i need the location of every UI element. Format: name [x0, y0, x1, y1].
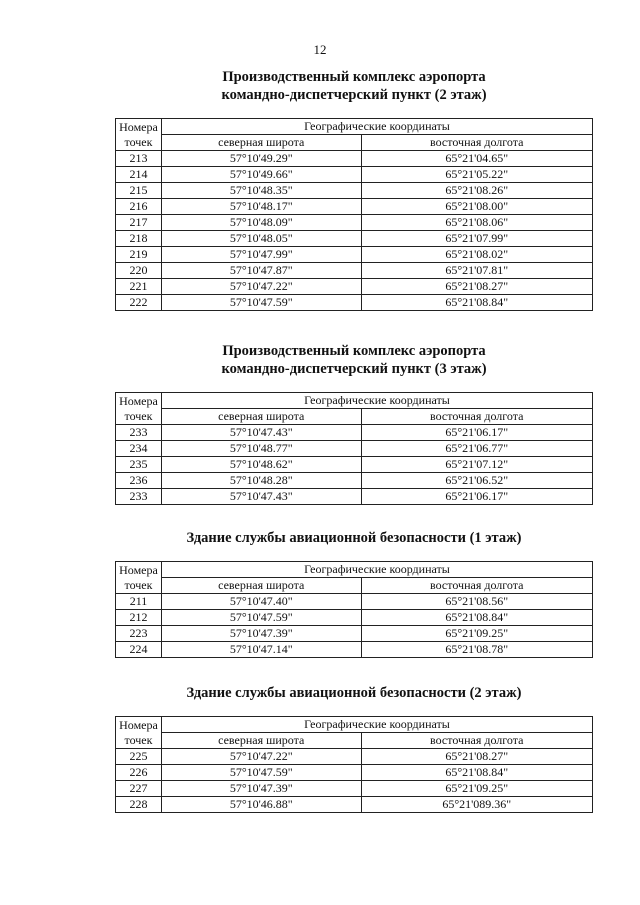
section-title: Здание службы авиационной безопасности (1 этаж): [186, 530, 522, 546]
lon-header: восточная долгота: [361, 733, 592, 749]
coordinates-table: [115, 716, 593, 813]
section-subtitle: командно-диспетчерский пункт (2 этаж): [221, 87, 487, 103]
table-row: [116, 749, 593, 765]
point-number-cell: 234: [116, 441, 162, 457]
section-security-floor-1: [115, 529, 593, 658]
longitude-cell: 65°21'04.65": [361, 151, 592, 167]
latitude-cell: 57°10'47.87": [161, 263, 361, 279]
table-row: [116, 425, 593, 441]
point-number-cell: 219: [116, 247, 162, 263]
lon-header: восточная долгота: [361, 409, 592, 425]
table-row: [116, 781, 593, 797]
table-row: [116, 441, 593, 457]
point-number-cell: 227: [116, 781, 162, 797]
section-kdp-floor-3: [115, 342, 593, 505]
table-row: [116, 279, 593, 295]
latitude-cell: 57°10'49.66": [161, 167, 361, 183]
table-row: [116, 610, 593, 626]
points-number-header-line1: Номера: [119, 562, 158, 577]
latitude-cell: 57°10'47.40": [161, 594, 361, 610]
longitude-cell: 65°21'09.25": [361, 626, 592, 642]
point-number-cell: 236: [116, 473, 162, 489]
section-subtitle: командно-диспетчерский пункт (3 этаж): [221, 361, 487, 377]
latitude-cell: 57°10'48.09": [161, 215, 361, 231]
subheader-row: [116, 135, 593, 151]
table-row: [116, 797, 593, 813]
point-number-cell: 221: [116, 279, 162, 295]
latitude-cell: 57°10'47.39": [161, 626, 361, 642]
points-number-header: [116, 393, 162, 425]
table-row: [116, 183, 593, 199]
lon-header: восточная долгота: [361, 578, 592, 594]
points-number-header-line1: Номера: [119, 393, 158, 408]
header-row: [116, 393, 593, 409]
section-title: Производственный комплекс аэропорта: [222, 69, 486, 85]
longitude-cell: 65°21'08.84": [361, 765, 592, 781]
lon-header: восточная долгота: [361, 135, 592, 151]
point-number-cell: 235: [116, 457, 162, 473]
lat-header: северная широта: [161, 733, 361, 749]
table-row: [116, 199, 593, 215]
point-number-cell: 216: [116, 199, 162, 215]
section-title: Производственный комплекс аэропорта: [222, 343, 486, 359]
table-row: [116, 626, 593, 642]
longitude-cell: 65°21'07.81": [361, 263, 592, 279]
page-number: 12: [313, 42, 327, 57]
points-number-header: [116, 562, 162, 594]
latitude-cell: 57°10'48.62": [161, 457, 361, 473]
latitude-cell: 57°10'47.59": [161, 765, 361, 781]
table-row: [116, 489, 593, 505]
coords-header: Географические координаты: [161, 393, 592, 409]
subheader-row: [116, 578, 593, 594]
latitude-cell: 57°10'47.14": [161, 642, 361, 658]
coordinates-table: [115, 392, 593, 505]
point-number-cell: 224: [116, 642, 162, 658]
point-number-cell: 233: [116, 425, 162, 441]
coords-header: Географические координаты: [161, 717, 592, 733]
subheader-row: [116, 409, 593, 425]
longitude-cell: 65°21'08.00": [361, 199, 592, 215]
longitude-cell: 65°21'07.99": [361, 231, 592, 247]
longitude-cell: 65°21'089.36": [361, 797, 592, 813]
point-number-cell: 222: [116, 295, 162, 311]
longitude-cell: 65°21'08.78": [361, 642, 592, 658]
longitude-cell: 65°21'06.17": [361, 489, 592, 505]
lat-header: северная широта: [161, 578, 361, 594]
longitude-cell: 65°21'05.22": [361, 167, 592, 183]
latitude-cell: 57°10'48.77": [161, 441, 361, 457]
longitude-cell: 65°21'08.26": [361, 183, 592, 199]
table-row: [116, 231, 593, 247]
longitude-cell: 65°21'08.27": [361, 749, 592, 765]
section-security-floor-2: [115, 684, 593, 813]
point-number-cell: 212: [116, 610, 162, 626]
table-row: [116, 473, 593, 489]
table-row: [116, 167, 593, 183]
table-row: [116, 594, 593, 610]
header-row: [116, 562, 593, 578]
latitude-cell: 57°10'46.88": [161, 797, 361, 813]
longitude-cell: 65°21'06.17": [361, 425, 592, 441]
latitude-cell: 57°10'48.05": [161, 231, 361, 247]
points-number-header-line1: Номера: [119, 119, 158, 134]
points-number-header-line1: Номера: [119, 717, 158, 732]
longitude-cell: 65°21'08.02": [361, 247, 592, 263]
coords-header: Географические координаты: [161, 562, 592, 578]
longitude-cell: 65°21'08.06": [361, 215, 592, 231]
points-number-header-line2: точек: [124, 577, 153, 592]
longitude-cell: 65°21'06.77": [361, 441, 592, 457]
point-number-cell: 211: [116, 594, 162, 610]
section-title: Здание службы авиационной безопасности (2 этаж): [186, 685, 522, 701]
latitude-cell: 57°10'49.29": [161, 151, 361, 167]
point-number-cell: 215: [116, 183, 162, 199]
latitude-cell: 57°10'47.43": [161, 489, 361, 505]
latitude-cell: 57°10'47.43": [161, 425, 361, 441]
section-kdp-floor-2: [115, 68, 593, 311]
header-row: [116, 717, 593, 733]
coordinates-table: [115, 561, 593, 658]
table-row: [116, 295, 593, 311]
points-number-header: [116, 119, 162, 151]
latitude-cell: 57°10'47.39": [161, 781, 361, 797]
latitude-cell: 57°10'47.99": [161, 247, 361, 263]
point-number-cell: 225: [116, 749, 162, 765]
point-number-cell: 228: [116, 797, 162, 813]
longitude-cell: 65°21'08.84": [361, 610, 592, 626]
subheader-row: [116, 733, 593, 749]
point-number-cell: 218: [116, 231, 162, 247]
table-row: [116, 765, 593, 781]
table-row: [116, 247, 593, 263]
longitude-cell: 65°21'09.25": [361, 781, 592, 797]
point-number-cell: 213: [116, 151, 162, 167]
longitude-cell: 65°21'08.27": [361, 279, 592, 295]
table-row: [116, 263, 593, 279]
table-row: [116, 457, 593, 473]
longitude-cell: 65°21'06.52": [361, 473, 592, 489]
point-number-cell: 226: [116, 765, 162, 781]
point-number-cell: 233: [116, 489, 162, 505]
header-row: [116, 119, 593, 135]
table-row: [116, 151, 593, 167]
latitude-cell: 57°10'47.22": [161, 749, 361, 765]
points-number-header: [116, 717, 162, 749]
latitude-cell: 57°10'48.28": [161, 473, 361, 489]
latitude-cell: 57°10'48.35": [161, 183, 361, 199]
longitude-cell: 65°21'07.12": [361, 457, 592, 473]
lat-header: северная широта: [161, 135, 361, 151]
coords-header: Географические координаты: [161, 119, 592, 135]
point-number-cell: 220: [116, 263, 162, 279]
point-number-cell: 214: [116, 167, 162, 183]
point-number-cell: 223: [116, 626, 162, 642]
table-row: [116, 215, 593, 231]
points-number-header-line2: точек: [124, 732, 153, 747]
longitude-cell: 65°21'08.84": [361, 295, 592, 311]
latitude-cell: 57°10'47.22": [161, 279, 361, 295]
points-number-header-line2: точек: [124, 134, 153, 149]
latitude-cell: 57°10'47.59": [161, 295, 361, 311]
latitude-cell: 57°10'48.17": [161, 199, 361, 215]
latitude-cell: 57°10'47.59": [161, 610, 361, 626]
point-number-cell: 217: [116, 215, 162, 231]
coordinates-table: [115, 118, 593, 311]
table-row: [116, 642, 593, 658]
longitude-cell: 65°21'08.56": [361, 594, 592, 610]
points-number-header-line2: точек: [124, 408, 153, 423]
lat-header: северная широта: [161, 409, 361, 425]
